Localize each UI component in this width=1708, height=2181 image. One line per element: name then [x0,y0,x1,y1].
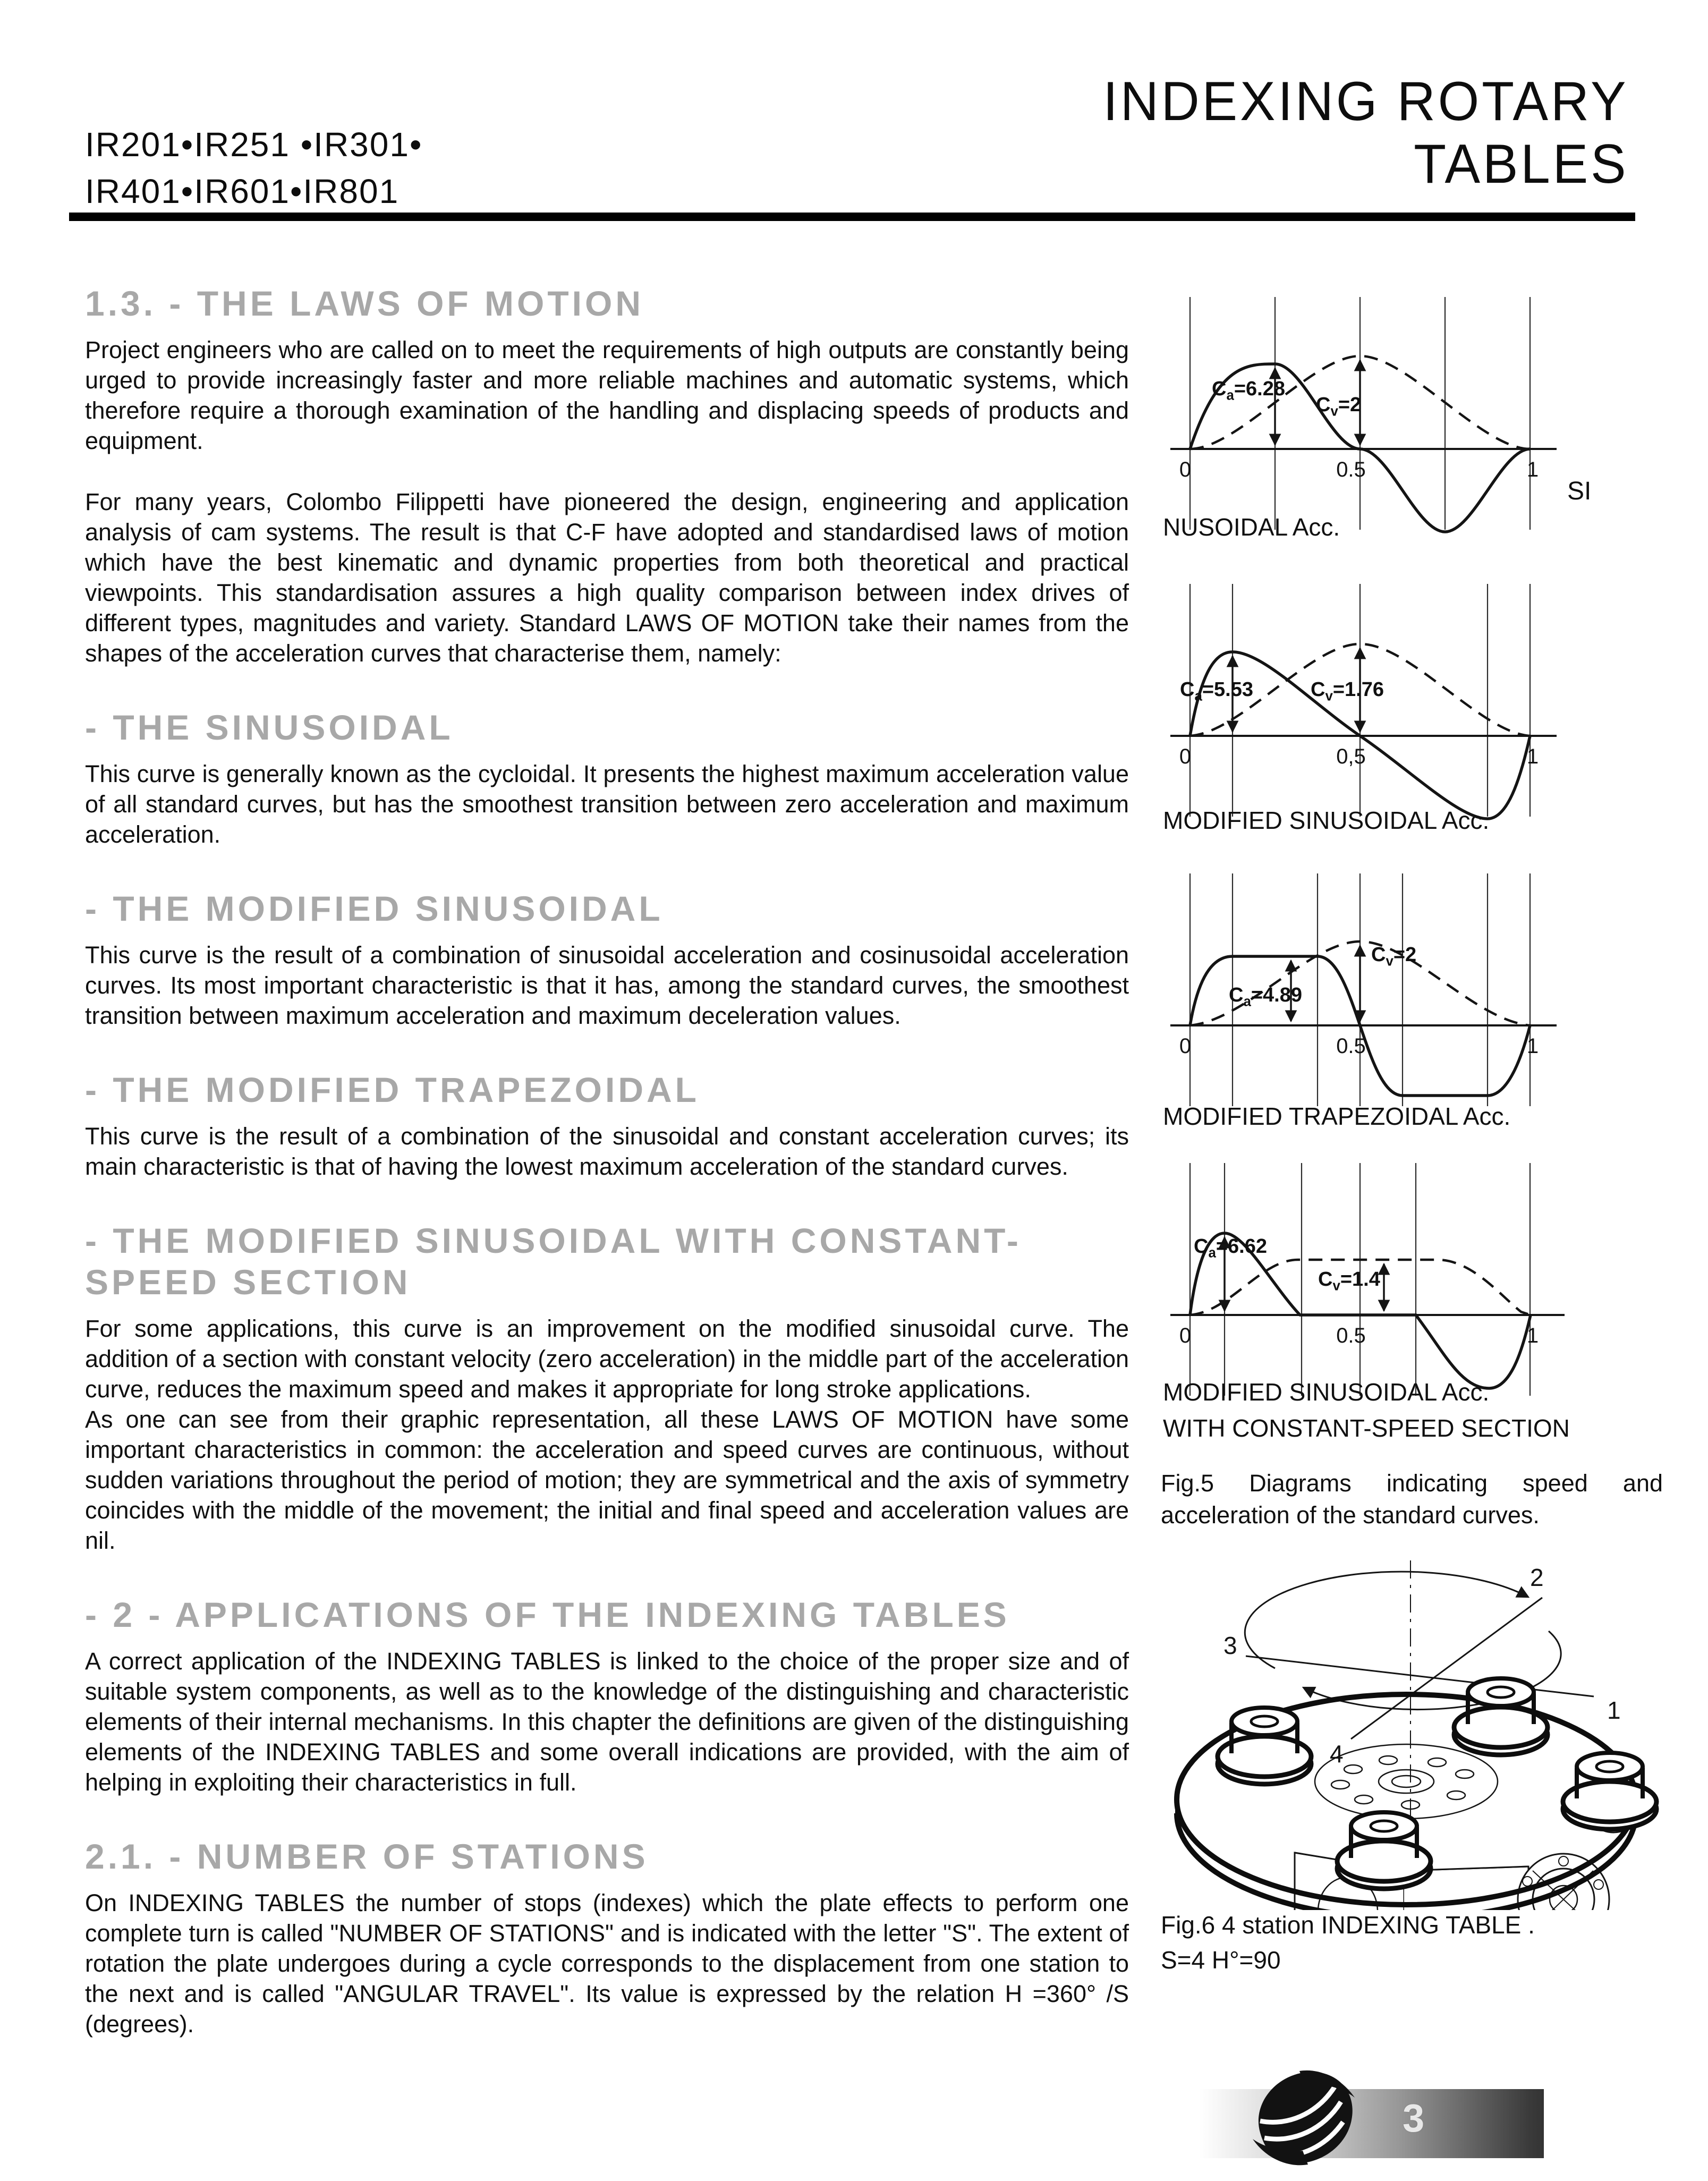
section-heading-sinusoidal: - THE SINUSOIDAL [85,708,454,747]
figure-caption-line1: MODIFIED SINUSOIDAL Acc. [1163,1378,1490,1406]
text-column [85,283,1129,2039]
company-logo-icon [1250,2064,1358,2172]
figure-caption-line2: WITH CONSTANT-SPEED SECTION [1163,1414,1570,1442]
figure-column [1161,0,1692,2181]
station-label-1: 1 [1607,1696,1621,1724]
cv-label: $C_v=2$ [1371,944,1417,969]
figure-modified-trapezoidal [1161,866,1665,1142]
tick-1: 1 [1526,458,1539,481]
indexing-table-drawing [1161,1559,1665,1910]
tick-0: 0 [1179,745,1192,768]
fixture-cylinder-left [1218,1708,1311,1784]
tick-05: 0,5 [1336,745,1366,768]
figure-caption-overflow: SI [1567,477,1592,505]
page-title-line2: TABLES [1413,133,1628,195]
tick-0: 0 [1179,1034,1192,1058]
page-title-line1: INDEXING ROTARY [1102,71,1628,132]
section-heading-modified-sinusoidal: - THE MODIFIED SINUSOIDAL [85,889,664,928]
tick-05: 0.5 [1336,1034,1366,1058]
tick-1: 1 [1526,1034,1539,1058]
ca-label: $C_a=6.28$ [1212,378,1285,403]
station-label-3: 3 [1223,1632,1237,1659]
figure-caption: MODIFIED TRAPEZOIDAL Acc. [1163,1102,1511,1130]
tick-0: 0 [1179,1324,1192,1347]
fig6-caption-line2: S=4 H°=90 [1161,1946,1281,1974]
figure-constant-speed [1161,1156,1665,1453]
paragraph: This curve is the result of a combination of the sinusoidal and constant acceleration curves; its main characteristic is that of having the lowest maximum acceleration of the standard curves. [85,1123,1129,1180]
paragraph: On INDEXING TABLES the number of stops (indexes) which the plate effects to perform one complete turn is called "NUMBER OF STATIONS" and is indicated with the letter "S". The extent of rotation the plate undergoes during a cycle corresponds to the displacement from one station to the next and is called "ANGULAR TRAVEL". Its value is expressed by the relation H =360° /S (degrees). [85,1889,1129,2038]
fig5-caption: Fig.5 Diagrams indicating speed and acceleration of the standard curves. [1161,1470,1663,1529]
fixture-cylinder-top [1454,1678,1548,1755]
paragraph: This curve is generally known as the cycloidal. It presents the highest maximum acceleration value of all standard curves, but has the smoothest transition between zero acceleration and maximum acceleration. [85,760,1129,848]
figure-sinusoidal [1161,290,1665,571]
tick-05: 0.5 [1336,1324,1366,1347]
paragraph: For many years, Colombo Filippetti have pioneered the design, engineering and application analysis of cam systems. The result is that C-F have adopted and standardised laws of motion which have the best kinematic and dynamic properties from both theoretical and practical viewpoints. This standardisation assures a high quality comparison between index drives of different types, magnitudes and variety. Standard LAWS OF MOTION take their names from the shapes of the acceleration curves that characterise them, namely: [85,488,1129,667]
fixture-cylinder-right [1563,1753,1656,1829]
figure-caption: MODIFIED SINUSOIDAL Acc. [1163,807,1490,834]
section-heading-applications: - 2 - APPLICATIONS OF THE INDEXING TABLES [85,1595,1010,1634]
tick-0: 0 [1179,458,1192,481]
tick-1: 1 [1526,745,1539,768]
cv-label: $C_v=1.76$ [1311,678,1384,704]
section-heading-number-of-stations: 2.1. - NUMBER OF STATIONS [85,1837,649,1876]
ca-label: $C_a=4.89$ [1229,984,1302,1009]
section-heading-constant-speed: - THE MODIFIED SINUSOIDAL WITH CONSTANT-SPEED SECTION [85,1221,1022,1302]
tick-05: 0.5 [1336,458,1366,481]
paragraph: A correct application of the INDEXING TABLES is linked to the choice of the proper size and of suitable system components, as well as to the knowledge of the distinguishing and characteristic elements of their internal mechanisms. In this chapter the definitions are given of the distinguishing elements of the INDEXING TABLES and some overall indications are provided, with the aim of helping in exploiting their characteristics in full. [85,1648,1129,1796]
center-hub [1315,1744,1498,1819]
fixture-cylinder-front [1337,1812,1431,1889]
paragraph: Project engineers who are called on to meet the requirements of high outputs are constantly being urged to provide increasingly faster and more reliable machines and automatic systems, which therefore require a thorough examination of the handling and displacing speeds of products and equipment. [85,336,1129,454]
ca-label: $C_a=6.62$ [1194,1235,1267,1261]
paragraph: As one can see from their graphic representation, all these LAWS OF MOTION have some important characteristics in common: the acceleration and speed curves are continuous, without sudden variations throughout the period of motion; they are symmetrical and the axis of symmetry coincides with the middle of the movement; the initial and final speed and acceleration values are nil. [85,1406,1129,1554]
cv-label: $C_v=2$ [1316,394,1362,419]
station-label-2: 2 [1530,1564,1544,1591]
paragraph: For some applications, this curve is an improvement on the modified sinusoidal curve. The addition of a section with constant velocity (zero acceleration) in the middle part of the acceleration curve, reduces the maximum speed and makes it appropriate for long stroke applications. [85,1315,1129,1403]
ca-label: $C_a=5.53$ [1180,678,1253,704]
fig6-caption-line1: Fig.6 4 station INDEXING TABLE . [1161,1911,1535,1939]
tick-1: 1 [1526,1324,1539,1347]
model-codes-line2: IR401•IR601•IR801 [85,172,400,210]
cv-label: $C_v=1.4$ [1318,1268,1380,1294]
figure-indexing-table [1161,1559,1665,1910]
constant-speed-chart [1161,1156,1665,1405]
section-heading-modified-trapezoidal: - THE MODIFIED TRAPEZOIDAL [85,1070,700,1109]
figure-modified-sinusoidal [1161,576,1665,847]
paragraph: This curve is the result of a combination of sinusoidal acceleration and cosinusoidal acceleration curves. Its most important characteristic is that it has, among the standard curves, the smoothest transition between maximum acceleration and maximum deceleration values. [85,941,1129,1029]
section-heading-laws-of-motion: 1.3. - THE LAWS OF MOTION [85,284,644,323]
model-codes-line1: IR201•IR251 •IR301• [85,125,423,164]
figure-caption: NUSOIDAL Acc. [1163,513,1340,541]
model-codes [85,121,422,215]
page-number: 3 [1403,2096,1425,2140]
station-label-4: 4 [1330,1740,1344,1768]
